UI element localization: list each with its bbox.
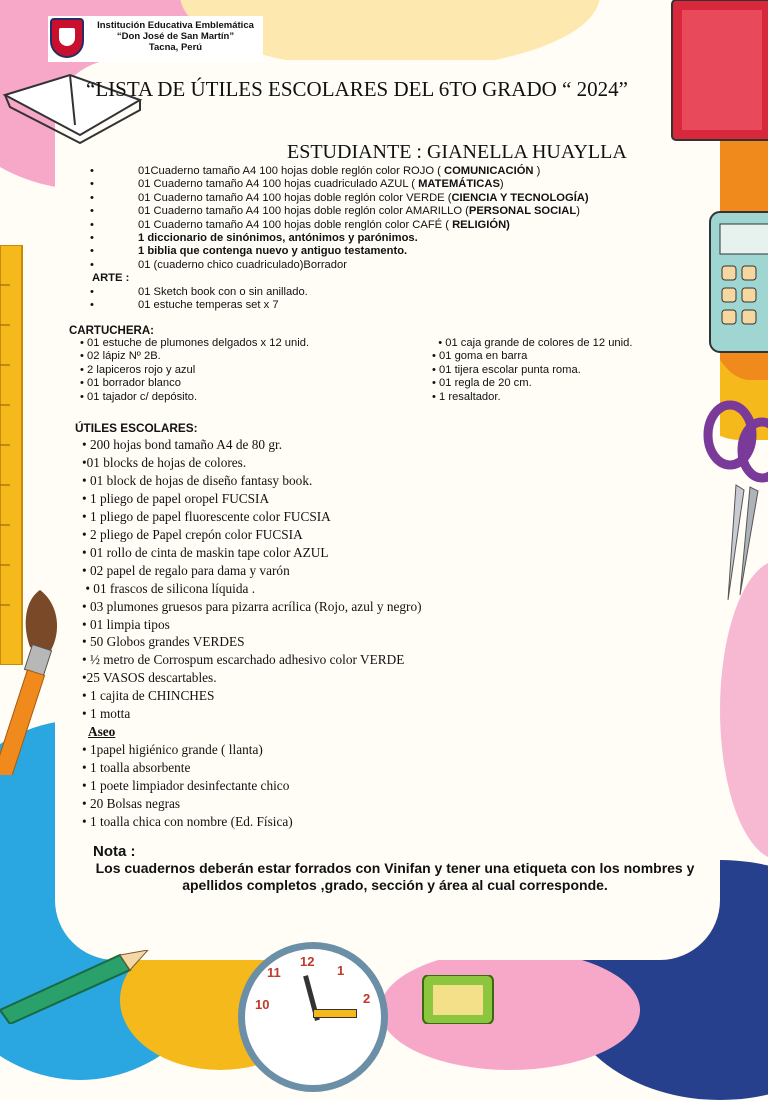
school-name-line: “Don José de San Martín”: [116, 31, 235, 42]
item-text: 01 Cuaderno tamaño A4 100 hojas cuadriculado AZUL (: [138, 178, 419, 191]
list-item: [90, 192, 690, 205]
item-text: 01 estuche temperas set x 7: [138, 299, 279, 312]
list-item: • 01 borrador blanco: [80, 377, 181, 390]
cartuchera-list-left: [80, 337, 420, 404]
notebook-list: [90, 165, 690, 312]
bullet: •: [90, 178, 94, 191]
item-text: 01 (cuaderno chico cuadriculado)Borrador: [138, 258, 347, 271]
list-item: • 01 goma en barra: [432, 350, 528, 363]
list-item: • 1 poete limpiador desinfectante chico: [82, 778, 290, 794]
list-item: • 1 motta: [82, 706, 131, 722]
bullet: •: [90, 205, 94, 218]
list-item: [90, 165, 690, 178]
clock-number-1: 1: [337, 963, 345, 978]
list-item: • 01 caja grande de colores de 12 unid.: [432, 337, 633, 349]
item-text: 01 Sketch book con o sin anillado.: [138, 285, 308, 298]
student-name: ESTUDIANTE : GIANELLA HUAYLLA: [287, 141, 627, 163]
school-location: Tacna, Perú: [148, 42, 203, 53]
bullet: •: [90, 258, 94, 271]
nota-heading: Nota :: [93, 843, 136, 860]
list-item: [90, 245, 690, 258]
item-subject: COMUNICACIÓN: [443, 165, 534, 177]
clock-number-12: 12: [300, 954, 315, 969]
list-item: [90, 178, 690, 191]
bullet: •: [90, 232, 94, 245]
list-item: [90, 232, 690, 245]
bullet: •: [90, 245, 94, 258]
item-subject: CIENCIA Y TECNOLOGÍA): [451, 191, 589, 204]
item-subject: 1 diccionario de sinónimos, antónimos y parónimos.: [138, 232, 418, 245]
list-item: • 03 plumones gruesos para pizarra acrílica (Rojo, azul y negro): [82, 598, 422, 614]
list-item: • 1 toalla absorbente: [82, 760, 191, 776]
list-item: • 1 cajita de CHINCHES: [82, 688, 215, 704]
list-item: • 01 block de hojas de diseño fantasy book.: [82, 472, 313, 488]
list-item: • 01 tajador c/ depósito.: [80, 390, 198, 403]
list-item: • 20 Bolsas negras: [82, 796, 181, 812]
cartuchera-heading: CARTUCHERA:: [69, 325, 154, 337]
list-item: [90, 205, 690, 218]
item-text: 01Cuaderno tamaño A4 100 hojas doble reglón color ROJO (: [138, 165, 444, 177]
list-item: [90, 286, 690, 299]
list-item: • 01 rollo de cinta de maskin tape color AZUL: [82, 544, 329, 560]
list-item: [90, 219, 690, 232]
item-tail: ): [533, 165, 541, 177]
clock-number-2: 2: [363, 991, 371, 1006]
item-subject: RELIGIÓN): [452, 218, 510, 231]
item-subject: PERSONAL SOCIAL: [468, 205, 577, 218]
list-item: • 1 pliego de papel fluorescente color FUCSIA: [82, 508, 331, 524]
item-text: 01 Cuaderno tamaño A4 100 hojas doble reglón color VERDE (: [138, 191, 452, 204]
school-crest-icon: [50, 18, 84, 58]
clock-number-10: 10: [255, 997, 270, 1012]
list-item: •25 VASOS descartables.: [82, 670, 217, 686]
list-item: • 1papel higiénico grande ( llanta): [82, 742, 263, 758]
list-item: • 01 regla de 20 cm.: [432, 377, 532, 390]
list-item: • 2 lapiceros rojo y azul: [80, 363, 196, 376]
list-item: • 1 toalla chica con nombre (Ed. Física): [82, 814, 293, 830]
list-item: • 01 estuche de plumones delgados x 12 unid.: [80, 337, 310, 349]
list-item: • 1 pliego de papel oropel FUCSIA: [82, 490, 270, 506]
utiles-list: [82, 436, 562, 831]
bullet: •: [90, 191, 94, 204]
list-item: • 50 Globos grandes VERDES: [82, 634, 245, 650]
list-item: • 2 pliego de Papel crepón color FUCSIA: [82, 526, 303, 542]
item-tail: ): [576, 205, 580, 218]
list-item: • 1 resaltador.: [432, 390, 501, 403]
list-item: • ½ metro de Corrospum escarchado adhesivo color VERDE: [82, 652, 405, 668]
list-item: • 01 tijera escolar punta roma.: [432, 363, 581, 376]
arte-heading: ARTE :: [92, 272, 130, 285]
school-name: [88, 20, 263, 53]
list-item: [90, 259, 690, 272]
bullet: •: [90, 218, 94, 231]
bullet: •: [90, 165, 94, 177]
cartuchera-list-right: [432, 337, 732, 404]
nota-text: Los cuadernos deberán estar forrados con Vinifan y tener una etiqueta con los nombres y apellidos completos ,grado, sección y área al cual corresponde.: [95, 860, 695, 893]
clock-number-11: 11: [267, 965, 281, 980]
list-item: •01 blocks de hojas de colores.: [82, 454, 247, 470]
list-item: [90, 299, 690, 312]
page-title: “LISTA DE ÚTILES ESCOLARES DEL 6TO GRADO “ 2024”: [86, 77, 628, 101]
bullet: •: [90, 299, 94, 312]
list-item: • 200 hojas bond tamaño A4 de 80 gr.: [82, 437, 283, 452]
item-subject: 1 biblia que contenga nuevo y antiguo testamento.: [138, 245, 408, 258]
list-item: • 01 frascos de silicona líquida .: [82, 580, 256, 596]
item-text: 01 Cuaderno tamaño A4 100 hojas doble reglón color AMARILLO (: [138, 205, 469, 218]
list-item: • 02 papel de regalo para dama y varón: [82, 562, 290, 578]
item-tail: ): [499, 178, 504, 191]
utiles-heading: ÚTILES ESCOLARES:: [75, 421, 198, 435]
list-item: • 01 limpia tipos: [82, 616, 170, 632]
list-item: • 02 lápiz Nº 2B.: [80, 350, 161, 363]
item-subject: MATEMÁTICAS: [418, 178, 500, 191]
school-name-line: Institución Educativa Emblemática: [97, 20, 254, 31]
aseo-heading: Aseo: [88, 724, 116, 740]
bullet: •: [90, 285, 94, 298]
item-text: 01 Cuaderno tamaño A4 100 hojas doble renglón color CAFÉ (: [138, 218, 453, 231]
school-header: [48, 16, 263, 62]
